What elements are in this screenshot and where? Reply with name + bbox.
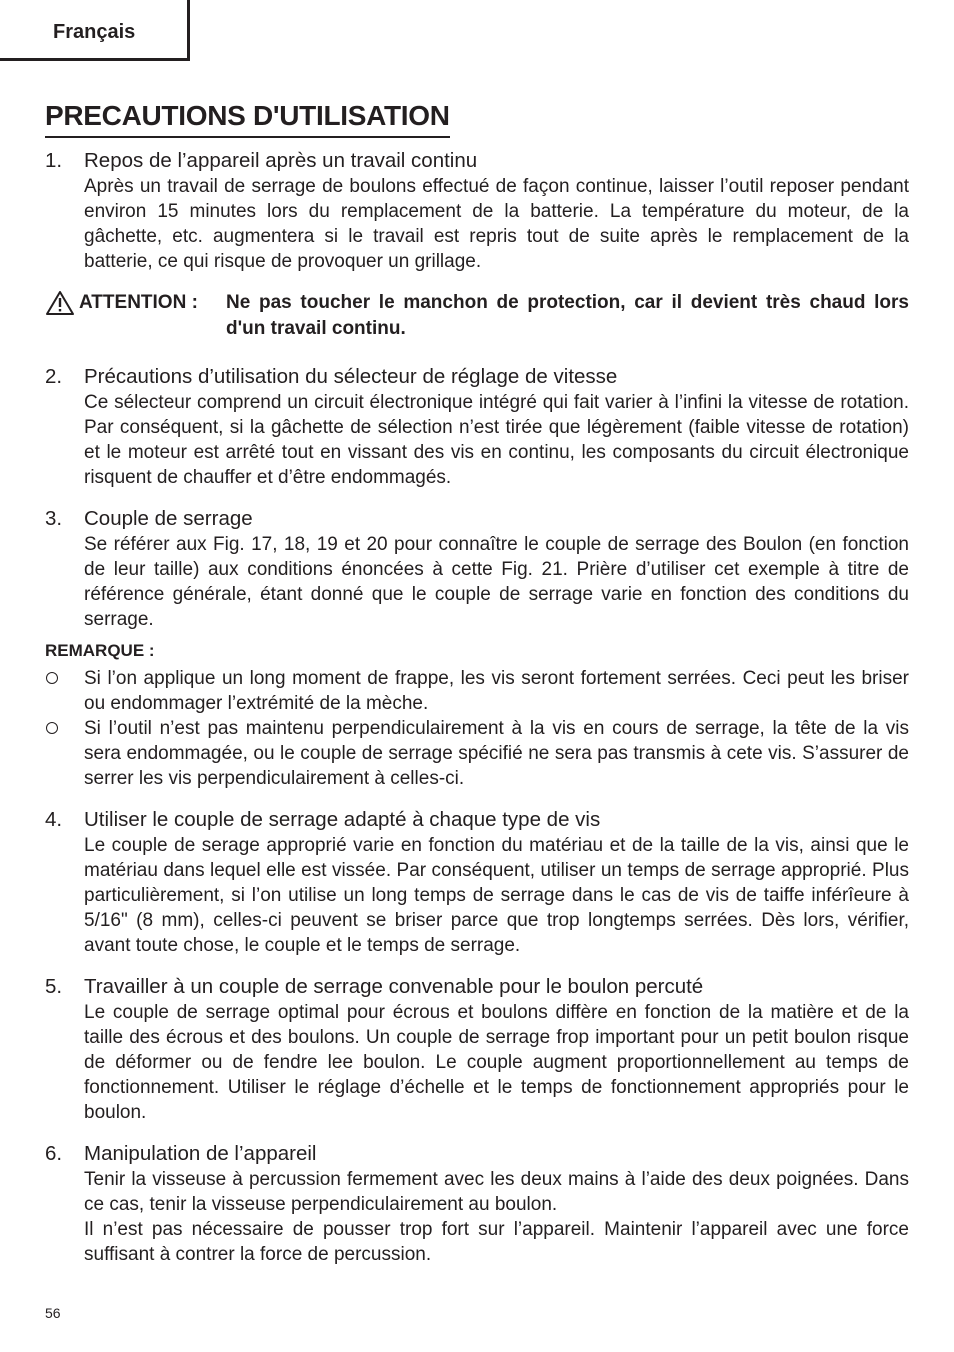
section-number: 6. (45, 1142, 63, 1165)
circle-bullet-icon (46, 672, 58, 684)
note-item (45, 716, 909, 791)
section-body (45, 1000, 909, 1125)
section-heading (45, 807, 909, 833)
attention-text: Ne pas toucher le manchon de protection, car il devient très chaud lors d'un travail continu. (226, 292, 909, 339)
section-3 (45, 506, 909, 632)
section-title: Précautions d’utilisation du sélecteur de réglage de vitesse (84, 365, 618, 388)
section-number: 4. (45, 808, 63, 831)
note-item (45, 666, 909, 716)
section-body (45, 833, 909, 958)
paragraph: Après un travail de serrage de boulons effectué de façon continue, laisser l’outil reposer pendant environ 15 minutes lors du remplacement de la batterie. La température du moteur, de la gâchette, etc. augmentera si le travail est repris tout de suite après le remplacement de la batterie, ce qui risque de provoquer un grillage. (84, 176, 909, 272)
section-heading (45, 506, 909, 532)
section-number: 3. (45, 507, 63, 530)
paragraph: Se référer aux Fig. 17, 18, 19 et 20 pour connaître le couple de serrage des Boulon (en fonction de leur taille) aux conditions énoncées à cette Fig. 21. Prière d’utiliser cet exemple à titre de référence générale, étant donné que le couple de serrage varie en fonction des conditions du serrage. (84, 534, 909, 630)
section-number: 5. (45, 975, 63, 998)
attention-label: ATTENTION : (79, 292, 198, 313)
paragraph: Il n’est pas nécessaire de pousser trop fort sur l’appareil. Maintenir l’appareil avec une force suffisant à contrer la force de percussion. (84, 1219, 909, 1265)
note-text: Si l’on applique un long moment de frappe, les vis seront fortement serrées. Ceci peut les briser ou endommager l’extrémité de la mèche. (84, 668, 909, 714)
remarque-notes (45, 666, 909, 791)
section-5 (45, 974, 909, 1125)
section-1 (45, 148, 909, 274)
section-title: Utiliser le couple de serrage adapté à chaque type de vis (84, 808, 601, 831)
section-body (45, 174, 909, 274)
section-heading (45, 1141, 909, 1167)
main-content (45, 148, 909, 1283)
section-title: Travailler à un couple de serrage convenable pour le boulon percuté (84, 975, 704, 998)
section-number: 2. (45, 365, 63, 388)
attention-block (45, 290, 909, 342)
warning-triangle-icon (45, 290, 75, 316)
section-title: Repos de l’appareil après un travail continu (84, 149, 478, 172)
circle-bullet-icon (46, 722, 58, 734)
section-body (45, 390, 909, 490)
paragraph: Le couple de serage approprié varie en fonction du matériau et de la taille de la vis, ainsi que le matériau dans lequel elle est vissée. Par conséquent, utiliser un temps de serrage approprié. Plus particulièrement, si l’on utilise un long temps de serrage dans le cas de vis de taiffe inférîeure à 5/16" (8 mm), celles-ci peuvent se briser parce que trop longtemps serrées. Dès lors, vérifier, avant toute chose, le couple et le temps de serrage. (84, 835, 909, 956)
language-tab (0, 0, 190, 61)
paragraph: Le couple de serrage optimal pour écrous et boulons diffère en fonction de la matière et de la taille des écrous et des boulons. Un couple de serrage frop important pour un petit boulon risque de déformer ou de fendre lee boulon. Le couple augment proportionnellement au temps de fonctionnement. Utiliser le réglage d’échelle et le temps de fonctionnement appropriés pour le boulon. (84, 1002, 909, 1123)
remarque-label: REMARQUE : (45, 641, 155, 660)
section-heading (45, 974, 909, 1000)
note-text: Si l’outil n’est pas maintenu perpendiculairement à la vis en cours de serrage, la tête de la vis sera endommagée, ou le couple de serrage spécifié ne sera pas transmis à cete vis. S’assurer de serrer les vis perpendiculairement à celles-ci. (84, 718, 909, 789)
paragraph: Ce sélecteur comprend un circuit électronique intégré qui fait varier à l’infini la vitesse de rotation. Par conséquent, si la gâchette de sélection n’est tirée que légèrement (faible vitesse de rotation) et le moteur est arrêté tout en vissant des vis en continu, les composants du circuit électronique risquent de chauffer et d’être endommagés. (84, 392, 909, 488)
section-body (45, 1167, 909, 1267)
section-title: Couple de serrage (84, 507, 253, 530)
language-label: Français (53, 21, 136, 43)
section-body (45, 532, 909, 632)
page-title: PRECAUTIONS D'UTILISATION (45, 100, 450, 138)
section-heading (45, 148, 909, 174)
page-number: 56 (45, 1305, 61, 1321)
paragraph: Tenir la visseuse à percussion fermement avec les deux mains à l’aide des deux poignées. Dans ce cas, tenir la visseuse perpendiculairement au boulon. (84, 1169, 909, 1215)
section-title: Manipulation de l’appareil (84, 1142, 317, 1165)
section-4 (45, 807, 909, 958)
section-6 (45, 1141, 909, 1267)
section-number: 1. (45, 149, 63, 172)
section-heading (45, 364, 909, 390)
section-2 (45, 364, 909, 490)
